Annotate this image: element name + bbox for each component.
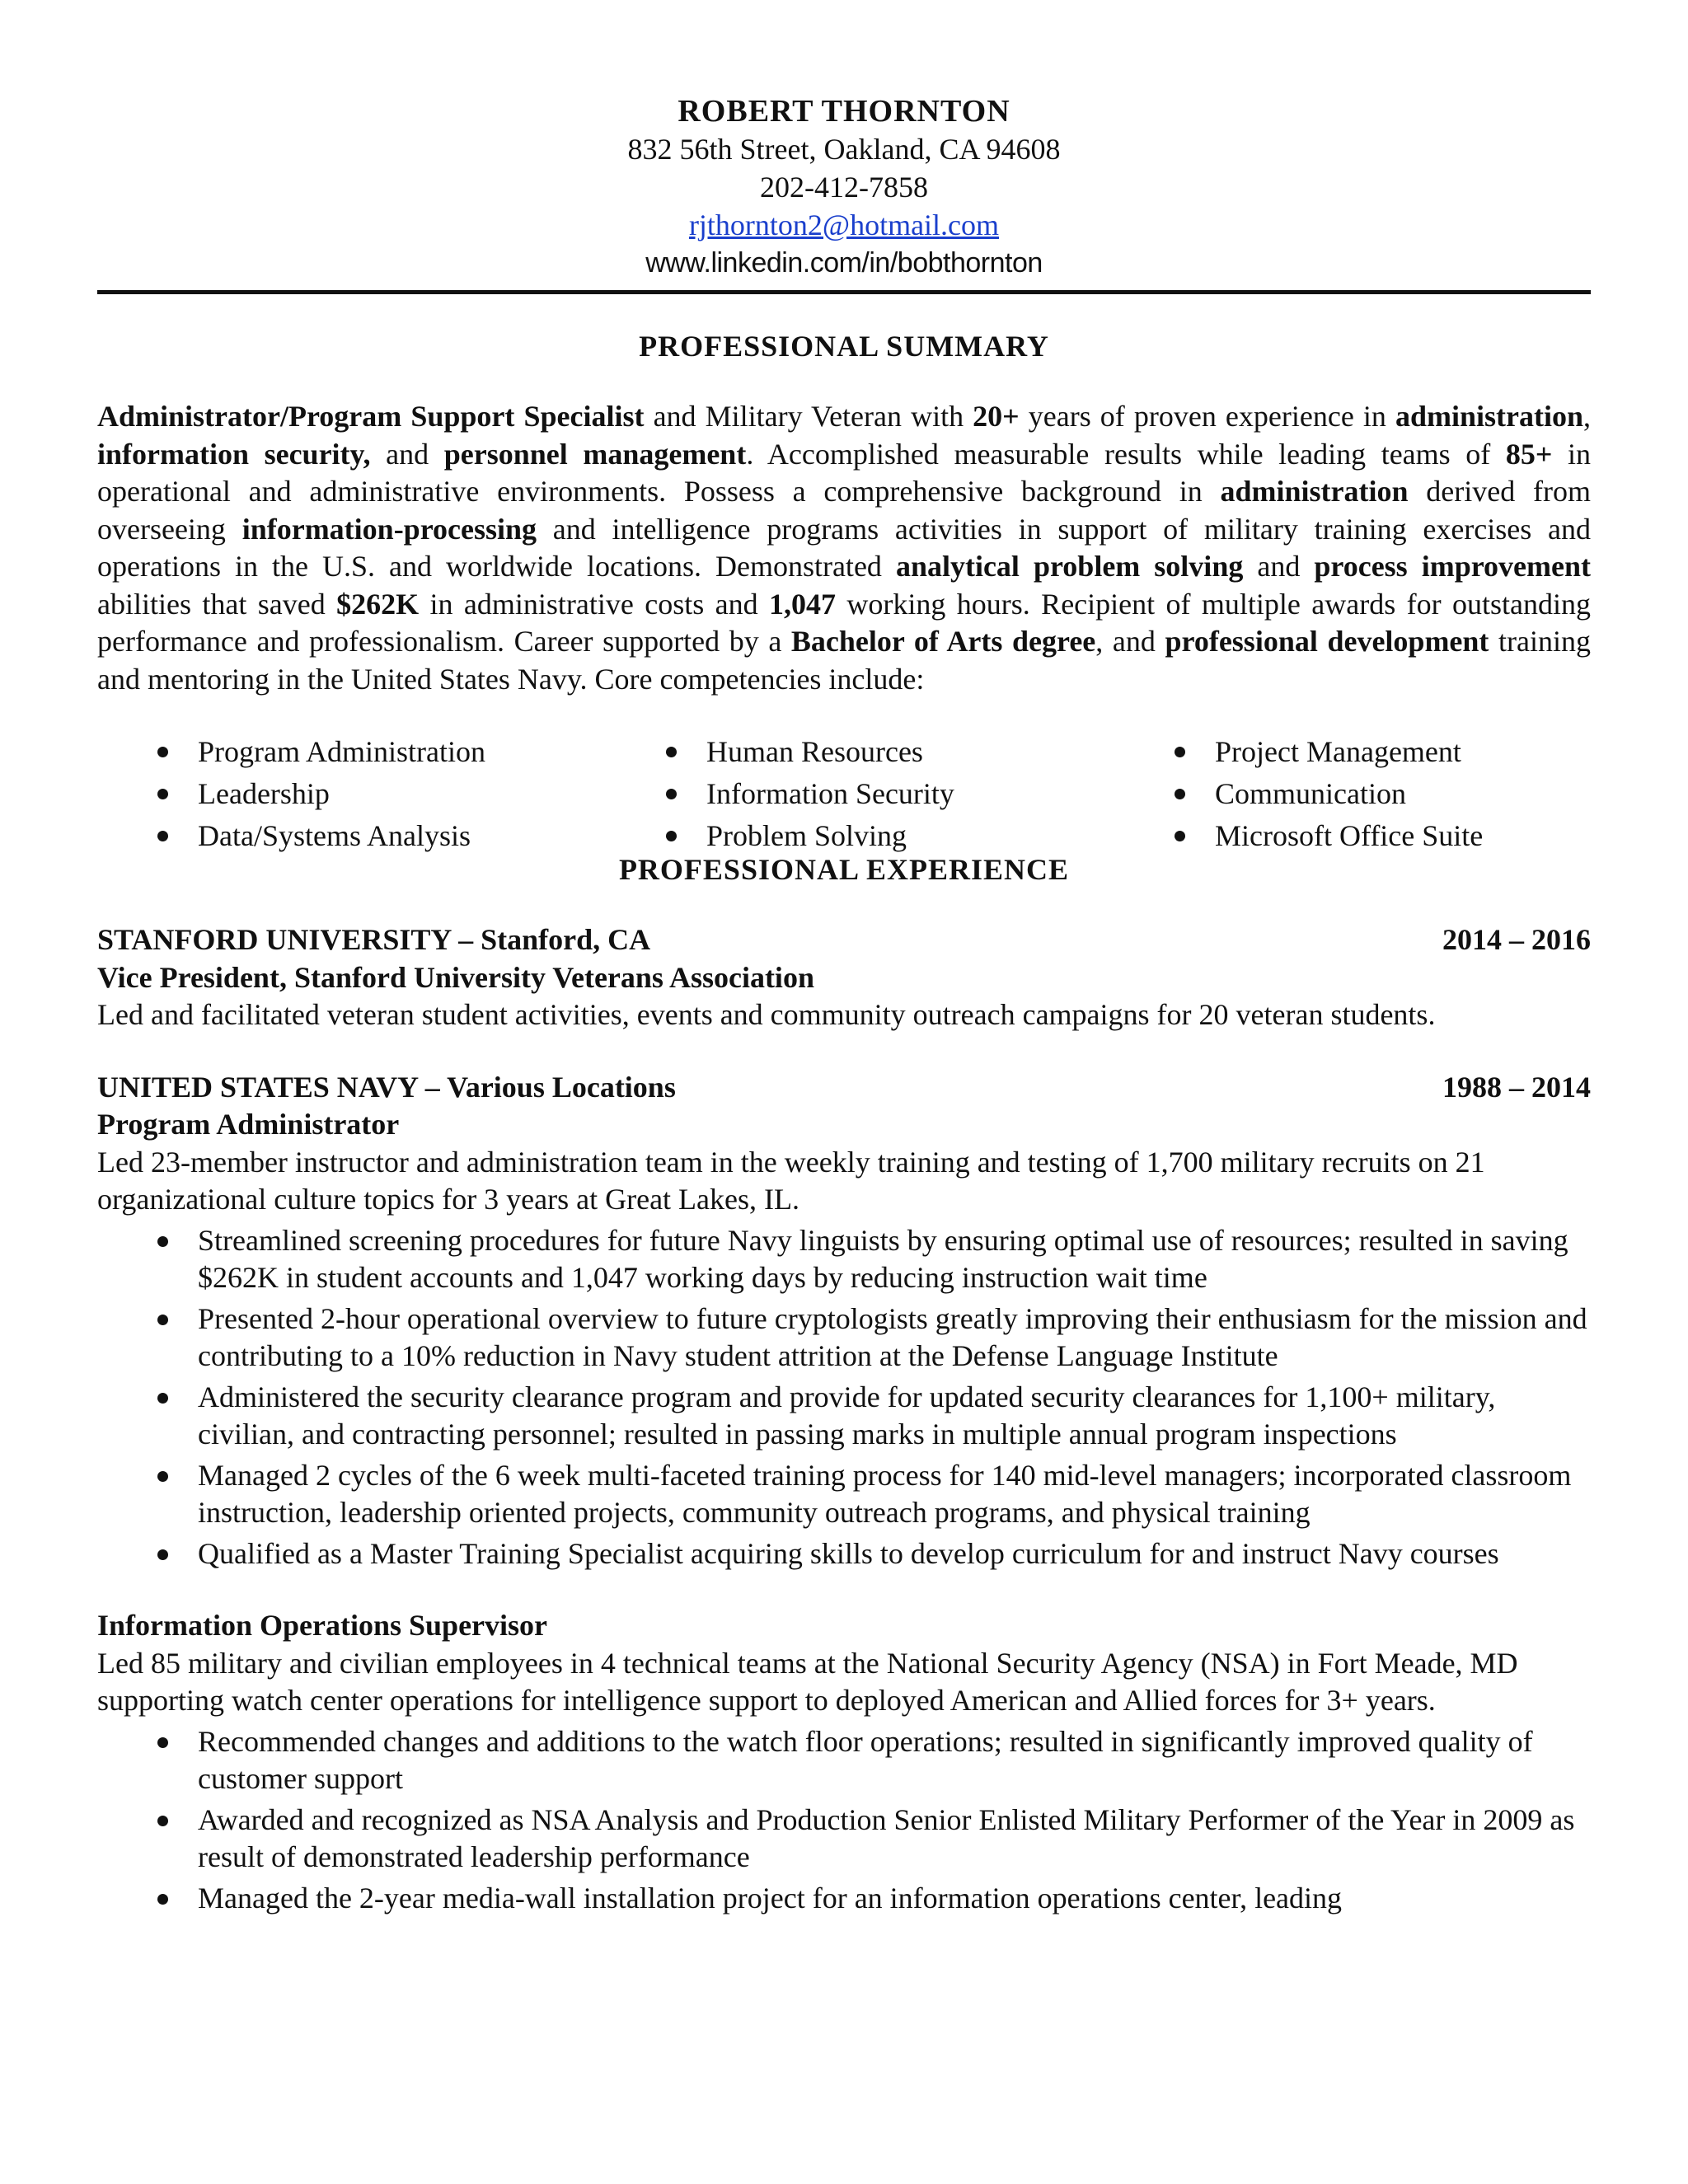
summary-segment: years of proven experience in: [1019, 400, 1395, 433]
summary-segment: process improvement: [1314, 550, 1591, 583]
achievement-bullet: Qualified as a Master Training Specialist acquiring skills to develop curriculum for and instruct Navy courses: [97, 1535, 1591, 1573]
competency-item: Problem Solving: [606, 815, 1114, 857]
summary-segment: derived from overseeing: [97, 475, 1591, 546]
competency-item: Data/Systems Analysis: [97, 815, 606, 857]
summary-heading: PROFESSIONAL SUMMARY: [639, 330, 1049, 363]
candidate-name: ROBERT THORNTON: [678, 94, 1010, 129]
summary-paragraph: [97, 398, 1591, 698]
achievement-bullet: Managed the 2-year media-wall installation project for an information operations center, leading: [97, 1880, 1591, 1918]
competency-item: Communication: [1114, 773, 1591, 815]
summary-segment: 20+: [973, 400, 1020, 433]
experience-heading: PROFESSIONAL EXPERIENCE: [618, 853, 1070, 886]
job-dates: 2014 – 2016: [1442, 923, 1591, 956]
summary-segment: . Accomplished measurable results while leading teams of: [746, 437, 1506, 471]
achievement-bullet: Awarded and recognized as NSA Analysis and Production Senior Enlisted Military Performer of the Year in 2009 as result of demonstrated leadership performance: [97, 1802, 1591, 1877]
achievement-bullet: Managed 2 cycles of the 6 week multi-faceted training process for 140 mid-level managers; incorporated classroom instruction, leadership oriented projects, community outreach programs, and physical training: [97, 1457, 1591, 1532]
summary-segment: working hours. Recipient of multiple awards for outstanding performance and professionalism. Career supported by a: [97, 587, 1591, 658]
address: 832 56th Street, Oakland, CA 94608: [627, 133, 1061, 166]
competency-item: Information Security: [606, 773, 1114, 815]
summary-segment: administration: [1395, 400, 1584, 433]
achievement-list: [97, 1723, 1591, 1918]
summary-segment: information-processing: [241, 512, 537, 546]
job-header: [97, 921, 1591, 959]
summary-segment: 85+: [1505, 437, 1553, 471]
summary-segment: professional development: [1165, 625, 1489, 658]
summary-segment: analytical problem solving: [895, 550, 1244, 583]
summary-segment: personnel management: [443, 437, 747, 471]
employer: UNITED STATES NAVY – Various Locations: [97, 1070, 676, 1104]
job-title: Vice President, Stanford University Veterans Association: [97, 960, 814, 994]
summary-segment: in administrative costs and: [419, 587, 770, 621]
competency-item: Human Resources: [606, 731, 1114, 773]
summary-segment: administration: [1220, 475, 1409, 508]
achievement-bullet: Recommended changes and additions to the watch floor operations; resulted in significantly improved quality of customer support: [97, 1723, 1591, 1798]
summary-segment: and: [370, 437, 444, 471]
job-title: Program Administrator: [97, 1108, 400, 1141]
summary-segment: in operational and administrative environments. Possess a comprehensive background in: [97, 437, 1591, 508]
summary-segment: Bachelor of Arts degree: [790, 625, 1096, 658]
linkedin-url: www.linkedin.com/in/bobthornton: [645, 247, 1043, 279]
job-title: Information Operations Supervisor: [97, 1609, 548, 1642]
summary-segment: information security,: [97, 437, 371, 471]
job-header: [97, 1069, 1591, 1107]
summary-segment: training and mentoring in the United States Navy. Core competencies include:: [97, 625, 1592, 696]
summary-segment: and intelligence programs activities in support of military training exercises and operations in the U.S. and worldwide locations. Demonstrated: [97, 512, 1592, 583]
job-description: Led 23-member instructor and administration team in the weekly training and testing of 1,700 military recruits on 21 organizational culture topics for 3 years at Great Lakes, IL.: [97, 1145, 1485, 1216]
contact-header: [97, 92, 1591, 282]
competency-item: Leadership: [97, 773, 606, 815]
summary-segment: and: [1243, 550, 1315, 583]
competency-item: Program Administration: [97, 731, 606, 773]
achievement-bullet: Streamlined screening procedures for future Navy linguists by ensuring optimal use of resources; resulted in saving $262K in student accounts and 1,047 working days by reducing instruction wait time: [97, 1222, 1591, 1297]
job-dates: 1988 – 2014: [1442, 1070, 1591, 1104]
header-divider: [97, 290, 1591, 294]
summary-segment: ,: [1583, 400, 1592, 433]
email-link[interactable]: rjthornton2@hotmail.com: [688, 209, 1000, 241]
job-stanford: [97, 921, 1591, 1034]
achievement-bullet: Presented 2-hour operational overview to future cryptologists greatly improving their enthusiasm for the mission and contributing to a 10% reduction in Navy student attrition at the Defense Language Institute: [97, 1301, 1591, 1376]
summary-segment: 1,047: [769, 587, 837, 621]
employer: STANFORD UNIVERSITY – Stanford, CA: [97, 923, 651, 956]
summary-segment: Administrator/Program Support Specialist: [97, 400, 645, 433]
summary-segment: and Military Veteran with: [644, 400, 973, 433]
core-competencies-list: [97, 731, 1591, 857]
competency-item: Project Management: [1114, 731, 1591, 773]
job-navy: [97, 1069, 1591, 1918]
phone: 202-412-7858: [760, 171, 928, 204]
job-description: Led and facilitated veteran student activities, events and community outreach campaigns for 20 veteran students.: [97, 998, 1436, 1031]
achievement-bullet: Administered the security clearance program and provide for updated security clearances for 1,100+ military, civilian, and contracting personnel; resulted in passing marks in multiple annual program inspections: [97, 1379, 1591, 1454]
summary-segment: , and: [1095, 625, 1165, 658]
role-block-info-ops: [97, 1607, 1591, 1917]
achievement-list: [97, 1222, 1591, 1573]
summary-segment: abilities that saved: [97, 587, 337, 621]
resume-page: [97, 92, 1591, 1917]
competency-item: Microsoft Office Suite: [1114, 815, 1591, 857]
job-description: Led 85 military and civilian employees in 4 technical teams at the National Security Agency (NSA) in Fort Meade, MD supporting watch center operations for intelligence support to deployed American and Allied forces for 3+ years.: [97, 1646, 1518, 1717]
summary-segment: $262K: [336, 587, 420, 621]
